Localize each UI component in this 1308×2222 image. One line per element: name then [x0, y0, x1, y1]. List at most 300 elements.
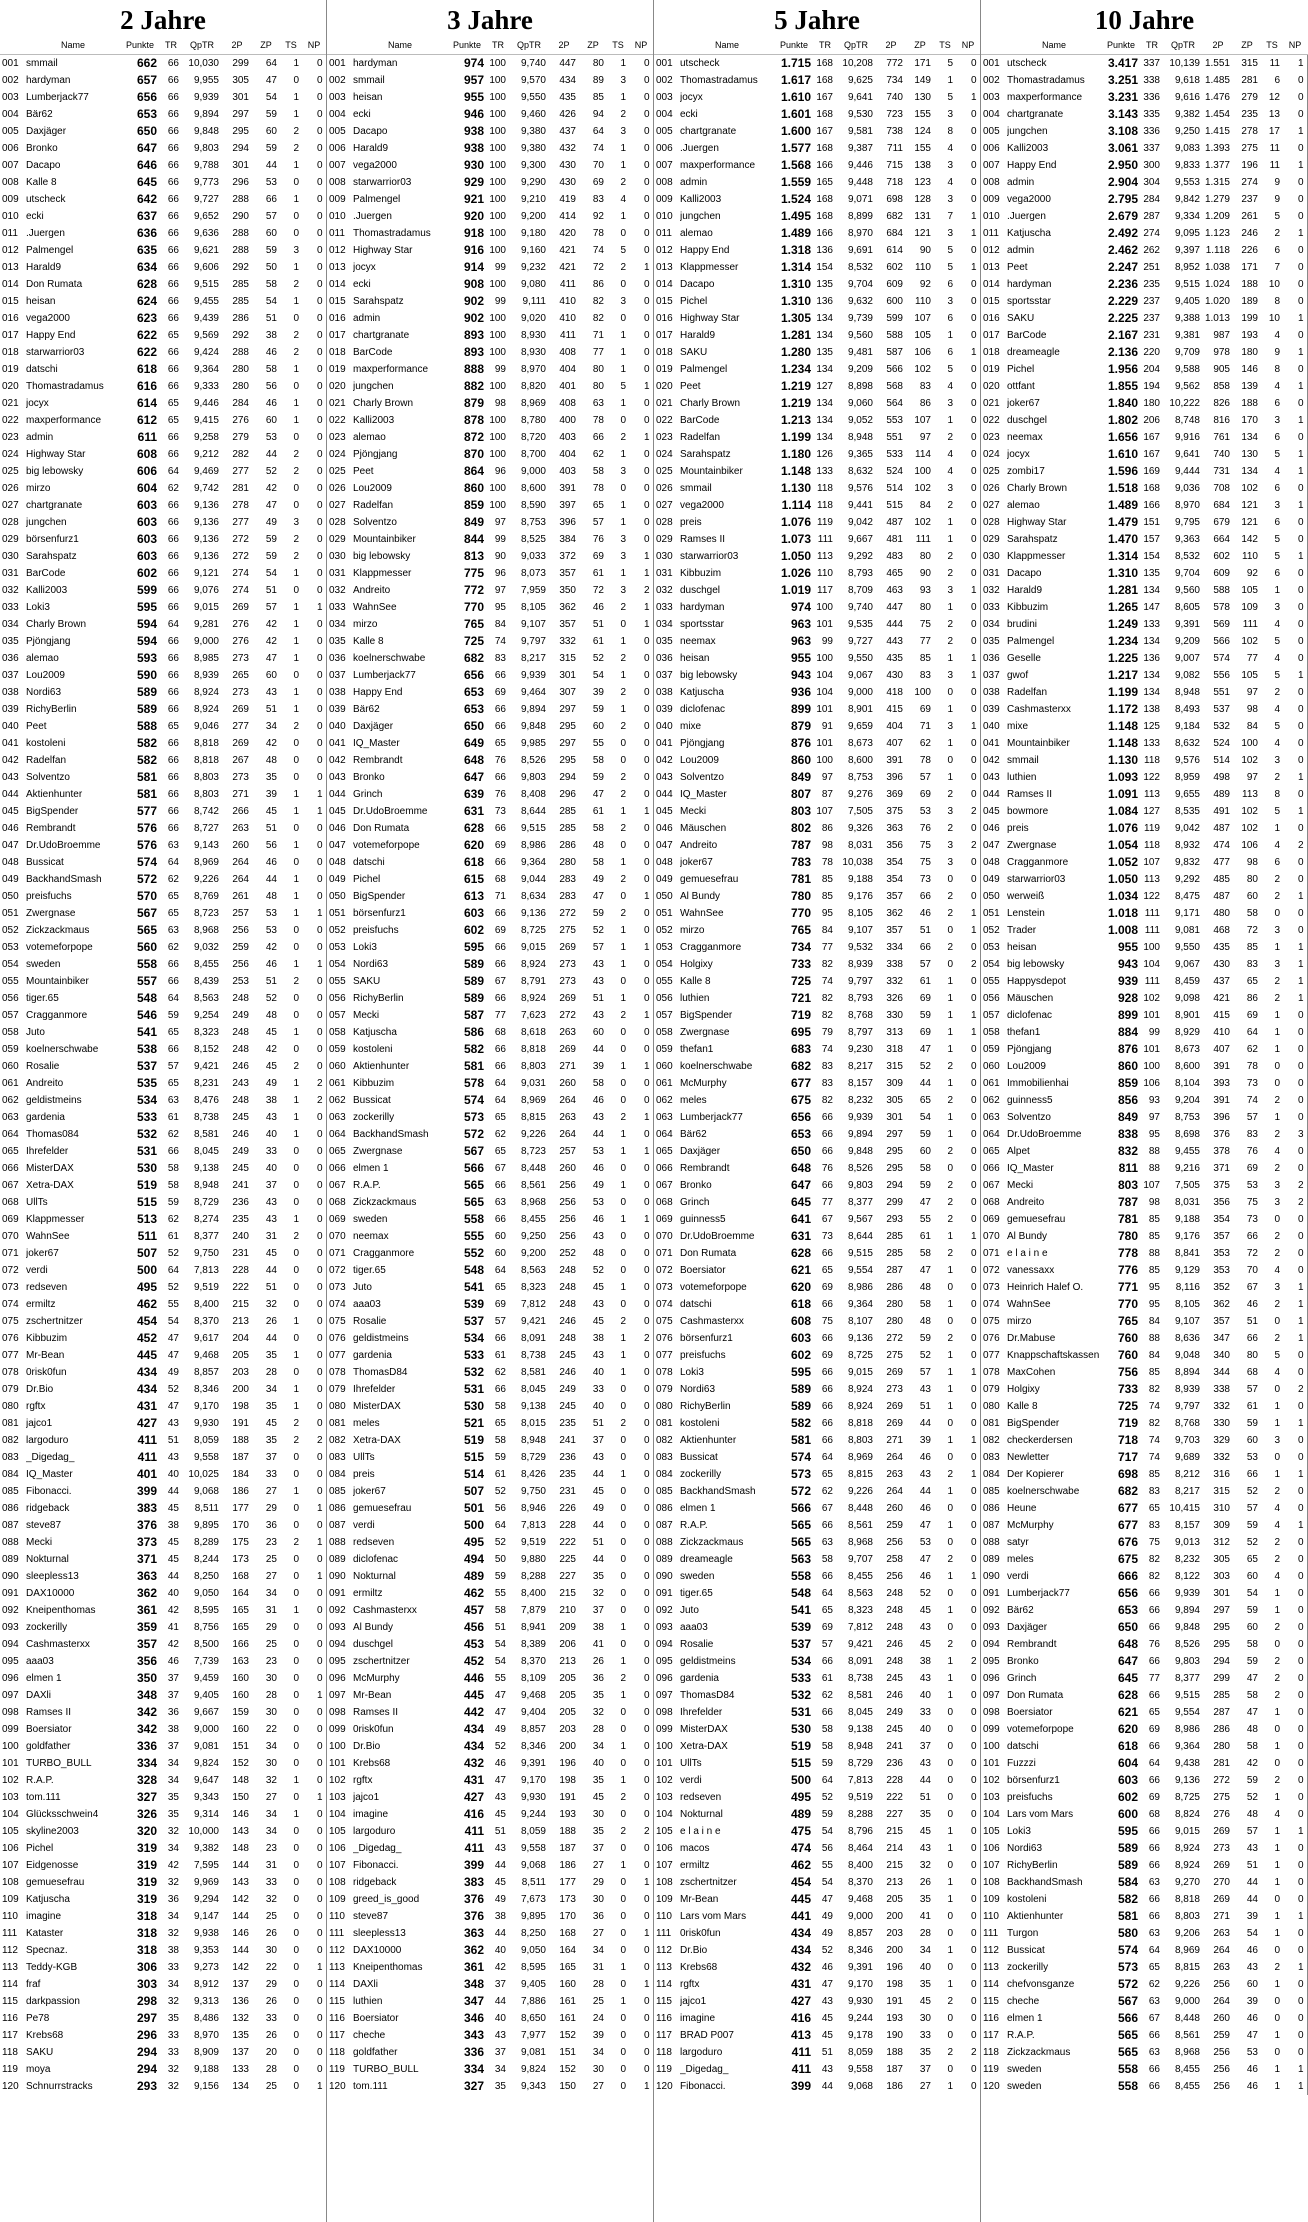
tr-cell: 36 — [167, 1707, 179, 1718]
table-row — [327, 718, 653, 735]
points-cell: 589 — [1117, 1858, 1138, 1872]
np-cell: 1 — [629, 1143, 653, 1160]
table-row — [654, 650, 980, 667]
ts-cell: 0 — [293, 1146, 299, 1157]
ts-cell: 2 — [947, 789, 953, 800]
qptr-cell: 8,563 — [193, 993, 219, 1004]
ts-cell: 1 — [947, 1435, 953, 1446]
qptr-cell: 8,924 — [520, 959, 546, 970]
ts-cell: 1 — [947, 75, 953, 86]
tr-cell: 62 — [494, 1129, 506, 1140]
np-cell: 0 — [302, 1041, 326, 1058]
tr-cell: 66 — [821, 1248, 833, 1259]
points-cell: 2.229 — [1107, 294, 1138, 308]
rank-cell: 058 — [2, 1027, 19, 1038]
np-cell: 0 — [302, 1415, 326, 1432]
tr-cell: 49 — [167, 1367, 179, 1378]
points-cell: 1.050 — [780, 549, 811, 563]
tr-cell: 66 — [167, 211, 179, 222]
name-cell: Kalli2003 — [1007, 143, 1049, 154]
ts-cell: 5 — [947, 92, 953, 103]
rank-cell: 074 — [983, 1299, 1000, 1310]
qptr-cell: 8,250 — [193, 1571, 219, 1582]
2p-cell: 569 — [1213, 619, 1230, 630]
rank-cell: 052 — [2, 925, 19, 936]
table-row — [654, 1126, 980, 1143]
tr-cell: 338 — [1143, 75, 1160, 86]
name-cell: alemao — [1007, 500, 1040, 511]
name-cell: BRAD P007 — [680, 2030, 734, 2041]
zp-cell: 46 — [1246, 2064, 1258, 2075]
np-cell: 1 — [956, 344, 980, 361]
tr-cell: 49 — [821, 1911, 833, 1922]
table-row — [981, 1024, 1307, 1041]
qptr-cell: 9,606 — [193, 262, 219, 273]
name-cell: votemeforpope — [1007, 1724, 1074, 1735]
zp-cell: 46 — [1246, 1299, 1258, 1310]
table-row — [0, 327, 326, 344]
2p-cell: 313 — [886, 1027, 903, 1038]
np-cell: 0 — [1283, 259, 1307, 276]
zp-cell: 30 — [592, 1809, 604, 1820]
np-cell: 0 — [302, 344, 326, 361]
qptr-cell: 9,709 — [1174, 347, 1200, 358]
zp-cell: 35 — [592, 1571, 604, 1582]
rank-cell: 074 — [329, 1299, 346, 1310]
table-row — [327, 1857, 653, 1874]
points-cell: 376 — [463, 1909, 484, 1923]
2p-cell: 353 — [1213, 1265, 1230, 1276]
points-cell: 776 — [1117, 1263, 1138, 1277]
tr-cell: 73 — [494, 806, 506, 817]
2p-cell: 277 — [232, 466, 249, 477]
tr-cell: 126 — [816, 449, 833, 460]
zp-cell: 66 — [919, 891, 931, 902]
rank-cell: 050 — [983, 891, 1000, 902]
table-row — [981, 327, 1307, 344]
zp-cell: 121 — [1241, 517, 1258, 528]
name-cell: ecki — [353, 279, 371, 290]
zp-cell: 46 — [1246, 2081, 1258, 2092]
2p-cell: 275 — [886, 1350, 903, 1361]
tr-cell: 100 — [489, 92, 506, 103]
qptr-cell: 8,323 — [847, 1605, 873, 1616]
tr-cell: 66 — [494, 1384, 506, 1395]
name-cell: smmail — [26, 58, 58, 69]
tr-cell: 66 — [167, 789, 179, 800]
name-cell: preisfuchs — [1007, 1792, 1053, 1803]
qptr-cell: 8,636 — [1174, 1333, 1200, 1344]
points-cell: 361 — [463, 1960, 484, 1974]
ts-cell: 1 — [620, 449, 626, 460]
qptr-cell: 8,045 — [847, 1707, 873, 1718]
rank-cell: 034 — [2, 619, 19, 630]
points-cell: 539 — [463, 1297, 484, 1311]
points-cell: 534 — [790, 1654, 811, 1668]
name-cell: Pichel — [1007, 364, 1035, 375]
ts-cell: 2 — [620, 789, 626, 800]
ts-cell: 0 — [947, 1928, 953, 1939]
tr-cell: 37 — [167, 1741, 179, 1752]
2p-cell: 407 — [886, 738, 903, 749]
2p-cell: 137 — [232, 2047, 249, 2058]
ts-cell: 2 — [620, 1792, 626, 1803]
np-cell: 0 — [302, 1024, 326, 1041]
name-cell: Happysdepot — [1007, 976, 1066, 987]
2p-cell: 297 — [232, 109, 249, 120]
2p-cell: 297 — [886, 1129, 903, 1140]
tr-cell: 66 — [821, 1129, 833, 1140]
zp-cell: 63 — [592, 398, 604, 409]
name-cell: gemuesefrau — [26, 1877, 85, 1888]
ts-cell: 0 — [293, 381, 299, 392]
np-cell: 0 — [302, 2044, 326, 2061]
zp-cell: 32 — [265, 1299, 277, 1310]
name-cell: Bronko — [1007, 1656, 1039, 1667]
zp-cell: 60 — [919, 1146, 931, 1157]
2p-cell: 235 — [559, 1418, 576, 1429]
ts-cell: 0 — [293, 1979, 299, 1990]
name-cell: heisan — [680, 653, 710, 664]
np-cell: 0 — [629, 140, 653, 157]
2p-cell: 269 — [232, 738, 249, 749]
tr-cell: 237 — [1143, 313, 1160, 324]
column-header: TS — [280, 36, 302, 55]
ts-cell: 2 — [1274, 993, 1280, 1004]
qptr-cell: 9,391 — [1174, 619, 1200, 630]
np-cell: 0 — [629, 463, 653, 480]
zp-cell: 40 — [265, 1129, 277, 1140]
points-cell: 1.280 — [780, 345, 811, 359]
np-cell: 0 — [302, 1619, 326, 1636]
name-cell: BackhandSmash — [680, 1486, 756, 1497]
zp-cell: 61 — [592, 568, 604, 579]
rank-cell: 049 — [2, 874, 19, 885]
points-cell: 1.054 — [1107, 838, 1138, 852]
name-cell: Krebs68 — [353, 1758, 391, 1769]
tr-cell: 122 — [1143, 772, 1160, 783]
qptr-cell: 8,561 — [1174, 2030, 1200, 2041]
ts-cell: 1 — [947, 1265, 953, 1276]
rank-cell: 100 — [2, 1741, 19, 1752]
points-cell: 939 — [1117, 974, 1138, 988]
qptr-cell: 9,405 — [1174, 296, 1200, 307]
np-cell: 0 — [302, 2010, 326, 2027]
rank-cell: 077 — [2, 1350, 19, 1361]
points-cell: 936 — [790, 685, 811, 699]
points-cell: 595 — [463, 940, 484, 954]
tr-cell: 66 — [821, 1707, 833, 1718]
rank-cell: 015 — [329, 296, 346, 307]
ts-cell: 0 — [293, 2030, 299, 2041]
ts-cell: 1 — [293, 636, 299, 647]
np-cell: 1 — [1283, 55, 1307, 73]
points-cell: 581 — [136, 770, 157, 784]
ts-cell: 1 — [293, 160, 299, 171]
tr-cell: 118 — [1144, 840, 1160, 851]
np-cell: 0 — [629, 1619, 653, 1636]
2p-cell: 318 — [886, 1044, 903, 1055]
column-header: 2P — [222, 36, 252, 55]
zp-cell: 44 — [919, 1486, 931, 1497]
qptr-cell: 8,815 — [520, 1112, 546, 1123]
name-cell: McMurphy — [1007, 1520, 1054, 1531]
rank-cell: 108 — [656, 1877, 673, 1888]
zp-cell: 59 — [265, 551, 277, 562]
tr-cell: 42 — [167, 1605, 179, 1616]
name-cell: admin — [1007, 245, 1035, 256]
qptr-cell: 9,569 — [193, 330, 219, 341]
rank-cell: 095 — [2, 1656, 19, 1667]
rank-cell: 073 — [983, 1282, 1000, 1293]
np-cell: 0 — [302, 1279, 326, 1296]
tr-cell: 66 — [1148, 1605, 1160, 1616]
rank-cell: 116 — [656, 2013, 672, 2024]
table-row — [327, 1585, 653, 1602]
qptr-cell: 8,924 — [1174, 1843, 1200, 1854]
ts-cell: 4 — [947, 381, 953, 392]
table-row — [654, 769, 980, 786]
rank-cell: 102 — [656, 1775, 673, 1786]
rank-cell: 072 — [983, 1265, 1000, 1276]
tr-cell: 63 — [167, 840, 179, 851]
2p-cell: 191 — [232, 1418, 249, 1429]
ts-cell: 5 — [1274, 1350, 1280, 1361]
qptr-cell: 9,068 — [520, 1860, 546, 1871]
tr-cell: 66 — [167, 262, 179, 273]
zp-cell: 33 — [265, 1469, 277, 1480]
name-cell: datschi — [26, 364, 58, 375]
qptr-cell: 8,535 — [1174, 806, 1200, 817]
qptr-cell: 9,095 — [1174, 228, 1200, 239]
table-row — [654, 1857, 980, 1874]
points-cell: 500 — [790, 1773, 811, 1787]
ts-cell: 0 — [293, 1163, 299, 1174]
rank-cell: 028 — [2, 517, 19, 528]
qptr-cell: 9,136 — [193, 500, 219, 511]
rank-cell: 016 — [329, 313, 346, 324]
header-row — [0, 36, 326, 55]
name-cell: Mr-Bean — [680, 1894, 719, 1905]
rank-cell: 103 — [329, 1792, 346, 1803]
zp-cell: 60 — [1246, 891, 1258, 902]
name-cell: zschertnitzer — [680, 1877, 737, 1888]
2p-cell: 463 — [886, 585, 903, 596]
table-row — [981, 1653, 1307, 1670]
table-row — [327, 548, 653, 565]
qptr-cell: 8,377 — [1174, 1673, 1200, 1684]
qptr-cell: 8,045 — [193, 1146, 219, 1157]
rank-cell: 069 — [2, 1214, 19, 1225]
np-cell: 0 — [956, 140, 980, 157]
rank-cell: 104 — [2, 1809, 19, 1820]
np-cell: 0 — [302, 140, 326, 157]
zp-cell: 35 — [265, 1350, 277, 1361]
points-cell: 974 — [463, 56, 484, 70]
table-row — [327, 89, 653, 106]
qptr-cell: 9,446 — [847, 160, 873, 171]
name-cell: Kalli2003 — [26, 585, 68, 596]
points-cell: 495 — [136, 1280, 157, 1294]
zp-cell: 171 — [1241, 262, 1258, 273]
rank-cell: 015 — [2, 296, 19, 307]
np-cell: 0 — [629, 480, 653, 497]
tr-cell: 66 — [167, 296, 179, 307]
ts-cell: 0 — [620, 2081, 626, 2092]
np-cell: 0 — [1283, 174, 1307, 191]
table-row — [327, 905, 653, 922]
points-cell: 1.180 — [780, 447, 811, 461]
rank-cell: 021 — [329, 398, 346, 409]
tr-cell: 66 — [821, 1656, 833, 1667]
name-cell: Klappmesser — [1007, 551, 1066, 562]
ts-cell: 0 — [620, 313, 626, 324]
points-cell: 432 — [790, 1960, 811, 1974]
name-cell: Boersiator — [353, 2013, 399, 2024]
points-cell: 879 — [790, 719, 811, 733]
np-cell: 0 — [956, 1840, 980, 1857]
table-row — [981, 1959, 1307, 1976]
tr-cell: 58 — [494, 1435, 506, 1446]
tr-cell: 107 — [1143, 1180, 1160, 1191]
rank-cell: 099 — [329, 1724, 346, 1735]
table-row — [327, 1364, 653, 1381]
2p-cell: 257 — [232, 908, 249, 919]
table-row — [327, 1653, 653, 1670]
qptr-cell: 9,180 — [520, 228, 546, 239]
table-row — [654, 1449, 980, 1466]
table-row — [981, 1245, 1307, 1262]
points-cell: 603 — [136, 549, 157, 563]
qptr-cell: 9,273 — [193, 1962, 219, 1973]
qptr-cell: 10,000 — [188, 1826, 219, 1837]
rank-cell: 111 — [329, 1928, 345, 1939]
2p-cell: 283 — [559, 891, 576, 902]
zp-cell: 34 — [592, 2047, 604, 2058]
2p-cell: 164 — [559, 1945, 576, 1956]
points-cell: 566 — [1117, 2011, 1138, 2025]
name-cell: utscheck — [26, 194, 66, 205]
header-row — [981, 36, 1307, 55]
ts-cell: 2 — [947, 1333, 953, 1344]
name-cell: goldfather — [353, 2047, 398, 2058]
ts-cell: 2 — [1274, 1299, 1280, 1310]
qptr-cell: 8,464 — [847, 1843, 873, 1854]
ts-cell: 1 — [293, 1775, 299, 1786]
qptr-cell: 8,924 — [1174, 1860, 1200, 1871]
name-cell: Daxjäger — [1007, 1622, 1048, 1633]
points-cell: 533 — [136, 1110, 157, 1124]
name-cell: datschi — [680, 1299, 712, 1310]
ts-cell: 4 — [1274, 1520, 1280, 1531]
points-cell: 431 — [790, 1977, 811, 1991]
tr-cell: 43 — [167, 1452, 179, 1463]
zp-cell: 74 — [592, 143, 604, 154]
points-cell: 781 — [790, 872, 811, 886]
name-cell: Thomastradamus — [353, 228, 431, 239]
points-cell: 781 — [1117, 1212, 1138, 1226]
qptr-cell: 8,959 — [1174, 772, 1200, 783]
qptr-cell: 8,738 — [520, 1350, 546, 1361]
rank-cell: 057 — [983, 1010, 1000, 1021]
column-header: Name — [680, 36, 774, 55]
name-cell: preis — [1007, 823, 1029, 834]
zp-cell: 34 — [265, 1741, 277, 1752]
table-row — [0, 463, 326, 480]
qptr-cell: 8,791 — [520, 976, 546, 987]
qptr-cell: 9,895 — [520, 1911, 546, 1922]
qptr-cell: 9,226 — [193, 874, 219, 885]
rank-cell: 066 — [329, 1163, 346, 1174]
rank-cell: 046 — [656, 823, 673, 834]
points-cell: 613 — [463, 889, 484, 903]
rank-cell: 018 — [2, 347, 19, 358]
table-row — [654, 956, 980, 973]
rank-cell: 054 — [2, 959, 19, 970]
qptr-cell: 9,138 — [520, 1401, 546, 1412]
name-cell: hardyman — [26, 75, 71, 86]
qptr-cell: 9,558 — [193, 1452, 219, 1463]
ts-cell: 3 — [947, 483, 953, 494]
2p-cell: 307 — [559, 687, 576, 698]
np-cell: 0 — [1283, 106, 1307, 123]
rank-cell: 091 — [656, 1588, 673, 1599]
qptr-cell: 8,818 — [847, 1418, 873, 1429]
column-header: TS — [1261, 36, 1283, 55]
rank-cell: 097 — [329, 1690, 346, 1701]
ts-cell: 4 — [1274, 704, 1280, 715]
np-cell: 0 — [956, 1534, 980, 1551]
table-row — [0, 429, 326, 446]
name-cell: DAXli — [353, 1979, 379, 1990]
rank-cell: 016 — [2, 313, 19, 324]
np-cell: 0 — [629, 990, 653, 1007]
2p-cell: 272 — [886, 1333, 903, 1344]
2p-cell: 334 — [886, 942, 903, 953]
name-cell: mixe — [1007, 721, 1029, 732]
points-cell: 558 — [1117, 2062, 1138, 2076]
zp-cell: 80 — [1246, 874, 1258, 885]
tr-cell: 66 — [167, 160, 179, 171]
tr-cell: 135 — [816, 347, 833, 358]
qptr-cell: 8,753 — [847, 772, 873, 783]
ts-cell: 1 — [1274, 1010, 1280, 1021]
np-cell: 0 — [1283, 1772, 1307, 1789]
table-row — [0, 1449, 326, 1466]
zp-cell: 26 — [265, 2030, 277, 2041]
2p-cell: 161 — [559, 1996, 576, 2007]
tr-cell: 85 — [1148, 1367, 1160, 1378]
tr-cell: 45 — [494, 1877, 506, 1888]
name-cell: Solventzo — [353, 517, 397, 528]
2p-cell: 491 — [1213, 806, 1230, 817]
ts-cell: 1 — [620, 1367, 626, 1378]
qptr-cell: 8,526 — [1174, 1639, 1200, 1650]
np-cell: 0 — [956, 1517, 980, 1534]
rank-cell: 071 — [2, 1248, 19, 1259]
points-cell: 581 — [463, 1059, 484, 1073]
rank-cell: 100 — [329, 1741, 346, 1752]
table-row — [981, 1228, 1307, 1245]
np-cell: 0 — [302, 1823, 326, 1840]
ts-cell: 2 — [1274, 772, 1280, 783]
2p-cell: 602 — [886, 262, 903, 273]
ts-cell: 0 — [1274, 1078, 1280, 1089]
table-row — [654, 1619, 980, 1636]
name-cell: Rembrandt — [26, 823, 76, 834]
np-cell: 1 — [302, 1789, 326, 1806]
points-cell: 411 — [137, 1433, 157, 1447]
